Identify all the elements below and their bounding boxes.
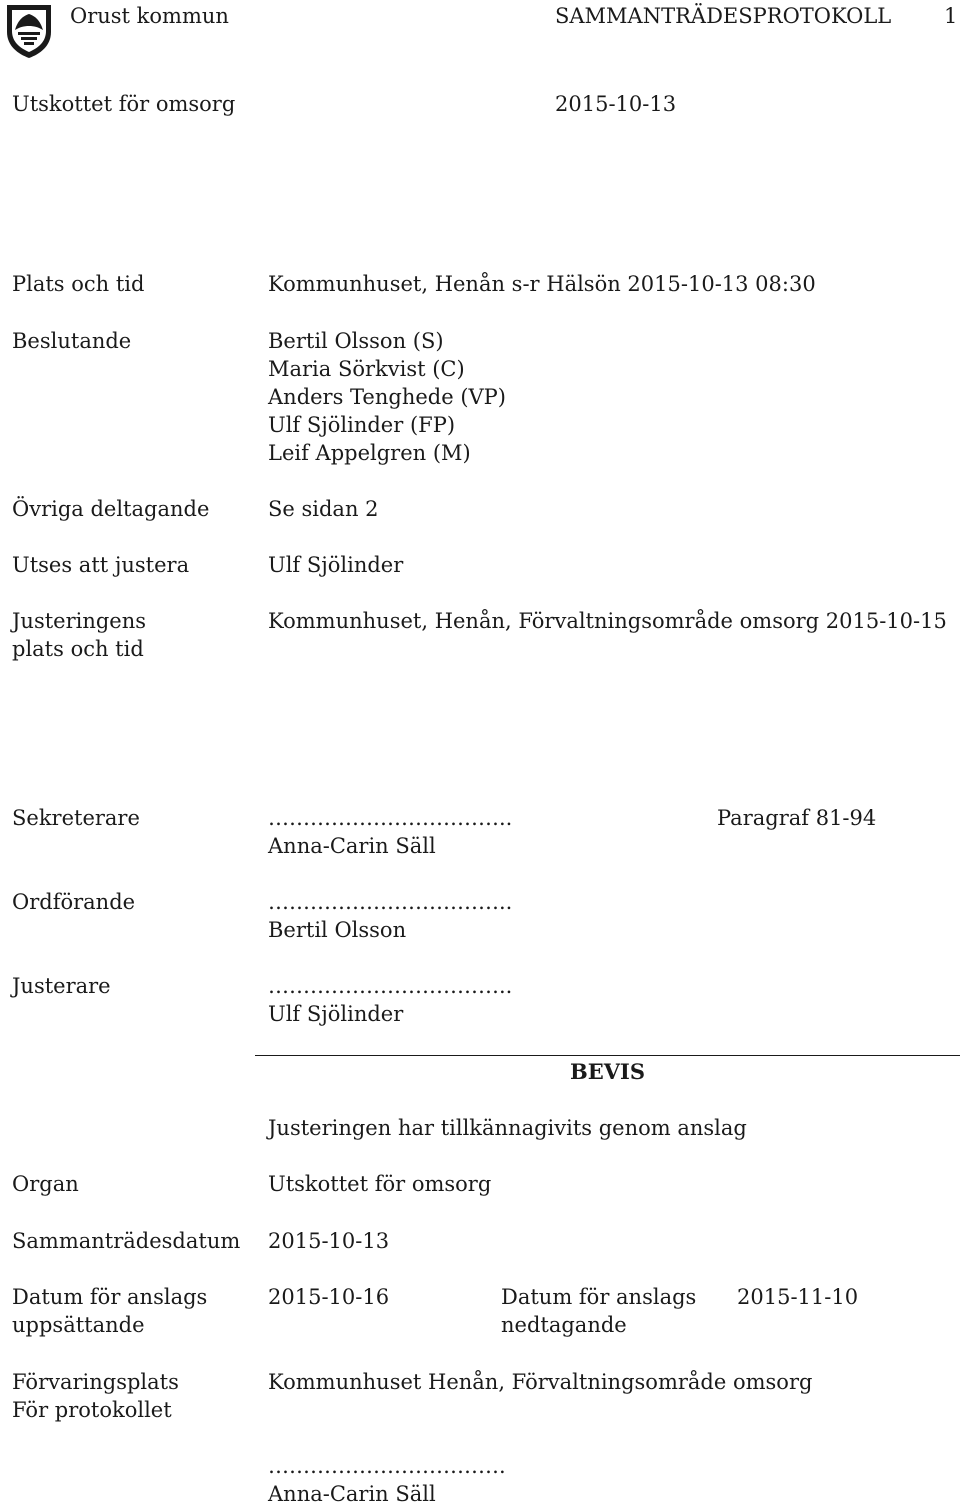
removed-date-label-cont: nedtagande (501, 1313, 627, 1337)
posted-date-value: 2015-10-16 (268, 1285, 390, 1309)
posted-date-label: Datum för anslags (12, 1285, 208, 1309)
deciders-label: Beslutande (12, 329, 132, 353)
storage-label: Förvaringsplats (12, 1370, 179, 1394)
municipality-name: Orust kommun (70, 4, 229, 28)
adjuster-appointed-label: Utses att justera (12, 553, 190, 577)
bevis-title: BEVIS (569, 1059, 646, 1084)
storage-label-cont: För protokollet (12, 1398, 172, 1422)
place-label: Plats och tid (12, 272, 145, 296)
adjuster-label: Justerare (12, 974, 111, 998)
organ-value: Utskottet för omsorg (268, 1172, 492, 1196)
paragraph-range: Paragraf 81-94 (717, 806, 877, 830)
bevis-signer-name: Anna-Carin Säll (268, 1482, 436, 1506)
decider-item: Ulf Sjölinder (FP) (268, 413, 456, 437)
decider-item: Bertil Olsson (S) (268, 329, 444, 353)
adjuster-signature-line: …………………………….. (268, 974, 513, 998)
adjust-place-label-cont: plats och tid (12, 637, 144, 661)
meeting-date-label: Sammanträdesdatum (12, 1229, 241, 1253)
others-label: Övriga deltagande (12, 497, 210, 521)
secretary-name: Anna-Carin Säll (268, 834, 436, 858)
organ-label: Organ (12, 1172, 79, 1196)
chair-label: Ordförande (12, 890, 136, 914)
secretary-label: Sekreterare (12, 806, 140, 830)
storage-value: Kommunhuset Henån, Förvaltningsområde omsorg (268, 1370, 813, 1394)
removed-date-label: Datum för anslags (501, 1285, 697, 1309)
meeting-date-value: 2015-10-13 (268, 1229, 390, 1253)
page-number: 1 (944, 4, 958, 28)
document-type: SAMMANTRÄDESPROTOKOLL (555, 4, 892, 28)
adjust-place-label: Justeringens (12, 609, 147, 633)
meeting-date: 2015-10-13 (555, 92, 677, 116)
place-value: Kommunhuset, Henån s-r Hälsön 2015-10-13 08:30 (268, 272, 816, 296)
committee-name: Utskottet för omsorg (12, 92, 236, 116)
chair-signature-line: …………………………….. (268, 890, 513, 914)
decider-item: Maria Sörkvist (C) (268, 357, 465, 381)
adjuster-name: Ulf Sjölinder (268, 1002, 404, 1026)
decider-item: Leif Appelgren (M) (268, 441, 471, 465)
adjust-place-value: Kommunhuset, Henån, Förvaltningsområde omsorg 2015-10-15 (268, 609, 947, 633)
chair-name: Bertil Olsson (268, 918, 407, 942)
municipality-crest-logo (4, 2, 54, 60)
posted-date-label-cont: uppsättande (12, 1313, 145, 1337)
others-value: Se sidan 2 (268, 497, 379, 521)
removed-date-value: 2015-11-10 (737, 1285, 859, 1309)
secretary-signature-line: …………………………….. (268, 806, 513, 830)
bevis-signature-line: ……………………………. (268, 1454, 506, 1478)
bevis-divider (255, 1055, 960, 1056)
adjuster-appointed-value: Ulf Sjölinder (268, 553, 404, 577)
decider-item: Anders Tenghede (VP) (268, 385, 507, 409)
bevis-statement: Justeringen har tillkännagivits genom anslag (268, 1116, 747, 1140)
